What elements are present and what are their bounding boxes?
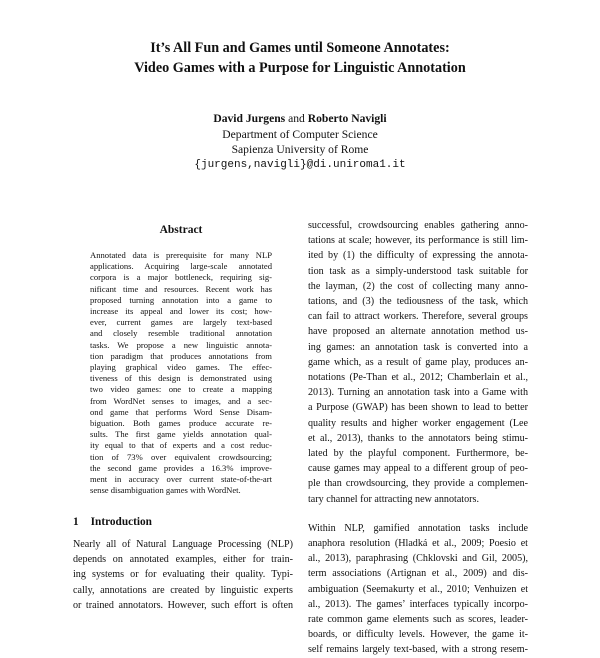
text-line: al., 2013). The games’ interfaces typically incorpo- <box>308 598 528 610</box>
text-line: applications. Acquiring large-scale annotated <box>90 261 272 272</box>
text-line: notations (Pe-Than et al., 2012; Chamberlain et al., <box>308 372 528 384</box>
author-block <box>0 111 600 173</box>
text-line: from WordNet senses to images, and a sec- <box>90 395 272 406</box>
text-line: successful, crowdsourcing enables gathering anno- <box>308 220 528 231</box>
text-line: Within NLP, gamified annotation tasks include <box>308 522 528 534</box>
text-line: have proposed an alternate annotation method us- <box>308 326 528 338</box>
text-line: ple than crowdsourcing, they provide a complemen- <box>308 478 528 490</box>
abstract-heading: Abstract <box>159 224 203 236</box>
text-line: cally, annotations are created by linguistic experts <box>73 584 293 596</box>
text-line: two video games: one to create a mapping <box>90 384 272 395</box>
text-line: ambiguation (Seemakurty et al., 2010; Venhuizen et <box>308 583 528 595</box>
text-line: proposed turning annotation into a game to <box>90 294 272 305</box>
text-line: tations at scale; however, its performance is still lim- <box>308 235 528 247</box>
text-line: or trained annotators. However, such effort is often <box>73 599 293 611</box>
text-line: tary channel for attracting new annotators. <box>308 493 479 505</box>
text-line: sense disambiguation games with WordNet. <box>90 485 241 496</box>
text-line: Annotated data is prerequisite for many NLP <box>90 250 272 260</box>
text-line: cause games may appeal to a different group of peo- <box>308 463 528 475</box>
text-line: playing graphical video games. The effec- <box>90 362 272 373</box>
title-line: Video Games with a Purpose for Linguistic Annotation <box>134 60 466 76</box>
text-line: boards, or difficulty levels. However, the game it- <box>308 629 528 641</box>
author-name: Roberto Navigli <box>307 112 387 125</box>
text-line: tion of 73% over equivalent crowdsourcing; <box>90 451 272 462</box>
paragraph <box>308 521 528 658</box>
paragraph <box>308 218 528 507</box>
text-line: quality results and higher worker engagement (Lee <box>308 417 528 429</box>
author-university: Sapienza University of Rome <box>231 143 369 156</box>
text-line: and closely resemble traditional annotation <box>90 328 272 339</box>
text-line: anaphora resolution (Hladká et al., 2009; Poesio et <box>308 538 528 550</box>
right-column <box>308 218 528 658</box>
text-line: sults. The first game yields annotation qual- <box>90 429 272 440</box>
text-line: the second game provides a 16.3% improve- <box>90 462 272 473</box>
author-names <box>0 111 600 127</box>
text-line: term associations (Artignan et al., 2009) and dis- <box>308 568 528 580</box>
text-line: ond game that performs Word Sense Disam- <box>90 406 272 417</box>
author-email: {jurgens,navigli}@di.uniroma1.it <box>194 158 406 171</box>
text-line: game which, as a result of game play, produces an- <box>308 356 528 368</box>
text-line: self remains largely text-based, with a strong resem- <box>308 644 528 656</box>
abstract-body <box>90 250 272 496</box>
title-line: It’s All Fun and Games until Someone Annotates: <box>150 40 450 56</box>
section-heading <box>73 516 152 528</box>
text-line: depends on annotated examples, either for train- <box>73 554 293 566</box>
text-line: ing systems or for evaluating their quality. Typi- <box>73 569 293 581</box>
text-line: a Purpose (GWAP) has been shown to lead to better <box>308 402 528 414</box>
paper-title <box>0 38 600 78</box>
text-line: rate common game elements such as scores, leader- <box>308 614 528 626</box>
text-line: the layman, (2) the cost of collecting many anno- <box>308 280 528 292</box>
section-title: Introduction <box>90 516 152 528</box>
text-line: lated by the playful component. Furthermore, be- <box>308 448 528 460</box>
text-line: nificant time and resources. Recent work has <box>90 283 272 294</box>
section-number: 1 <box>73 516 79 528</box>
text-line: ity equal to that of experts and a cost reduc- <box>90 440 272 451</box>
text-line: ited by (1) the difficulty of expressing the annota- <box>308 250 528 262</box>
text-line: Nearly all of Natural Language Processing (NLP) <box>73 539 293 550</box>
text-line: biguation. Both games produce accurate re- <box>90 418 272 429</box>
text-line: increase its appeal and lower its cost; how- <box>90 306 272 317</box>
author-conjunction: and <box>288 112 305 125</box>
author-department: Department of Computer Science <box>222 127 378 141</box>
text-line: 2013). Turning an annotation task into a Game with <box>308 387 528 399</box>
text-line: al., 2013), paraphrasing (Chklovski and Gil, 2005), <box>308 553 528 565</box>
text-line: tion task as a simply-understood task suitable for <box>308 265 528 277</box>
text-line: can fail to attract workers. Therefore, several groups <box>308 311 528 323</box>
text-line: ment in accuracy over current state-of-the-art <box>90 474 272 485</box>
text-line: tion paradigm that produces annotations from <box>90 350 272 361</box>
intro-left-column <box>73 537 293 613</box>
text-line: et al., 2013), thanks to the annotators being stimu- <box>308 432 528 444</box>
text-line: ever, current games are largely text-based <box>90 317 272 328</box>
text-line: tasks. We propose a new linguistic annota- <box>90 339 272 350</box>
text-line: corpora is a major bottleneck, requiring sig- <box>90 272 272 283</box>
text-line: ing games: an annotation task is converted into a <box>308 341 528 353</box>
author-name: David Jurgens <box>213 112 286 125</box>
text-line: tations, and (3) the tediousness of the task, which <box>308 296 528 308</box>
text-line: tiveness of this design is demonstrated using <box>90 373 272 384</box>
